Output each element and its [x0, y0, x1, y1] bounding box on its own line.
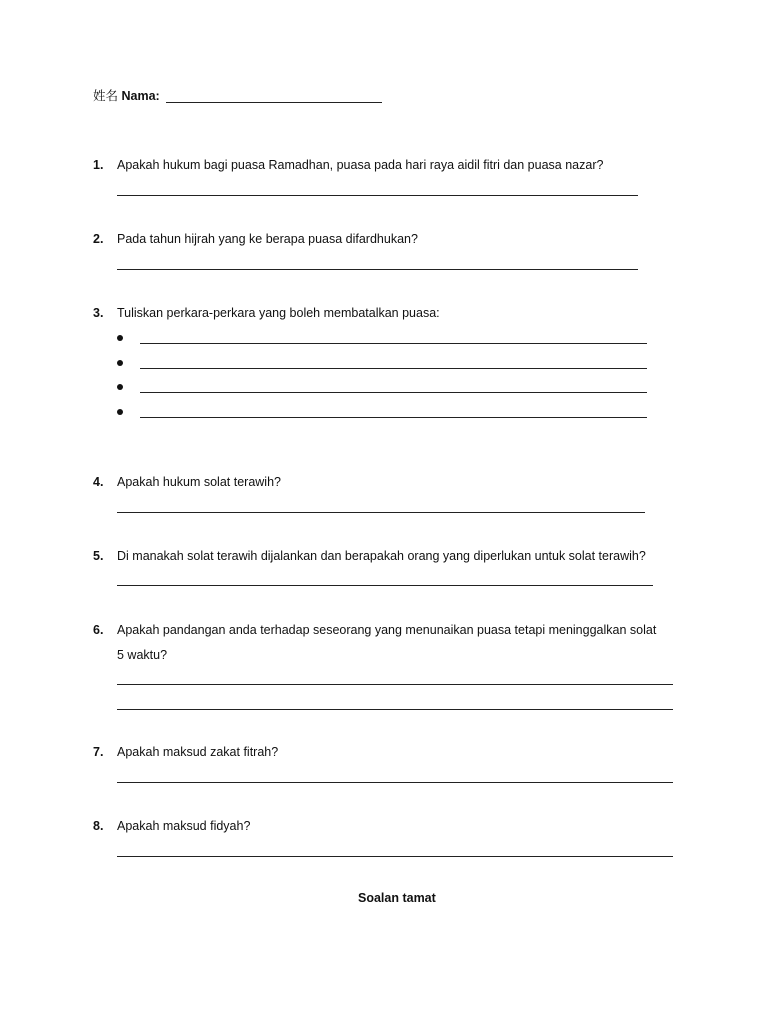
- q6-text-line-1: Apakah pandangan anda terhadap seseorang yang menunaikan puasa tetapi meninggalkan solat: [117, 623, 657, 637]
- q8-text: Apakah maksud fidyah?: [117, 819, 251, 833]
- q2-text: Pada tahun hijrah yang ke berapa puasa difardhukan?: [117, 232, 418, 246]
- q3-answer-line-3[interactable]: [140, 392, 647, 393]
- q3-answer-line-2[interactable]: [140, 368, 647, 369]
- q5-answer-line[interactable]: [117, 585, 653, 586]
- q8-number: 8.: [93, 819, 104, 833]
- q4-answer-line[interactable]: [117, 512, 645, 513]
- q3-bullet-2: [117, 360, 123, 366]
- q3-bullet-3: [117, 384, 123, 390]
- name-label: Nama:: [121, 89, 160, 103]
- q2-number: 2.: [93, 232, 104, 246]
- q3-bullet-1: [117, 335, 123, 341]
- q1-answer-line[interactable]: [117, 195, 638, 196]
- q6-answer-line-1[interactable]: [117, 684, 673, 685]
- name-answer-line[interactable]: [166, 102, 382, 103]
- q2-answer-line[interactable]: [117, 269, 638, 270]
- q4-number: 4.: [93, 475, 104, 489]
- q7-text: Apakah maksud zakat fitrah?: [117, 745, 279, 759]
- q8-answer-line[interactable]: [117, 856, 673, 857]
- q1-text: Apakah hukum bagi puasa Ramadhan, puasa pada hari raya aidil fitri dan puasa nazar?: [117, 158, 604, 172]
- q3-answer-line-4[interactable]: [140, 417, 647, 418]
- q3-number: 3.: [93, 306, 104, 320]
- q3-bullet-4: [117, 409, 123, 415]
- q6-text-line-2: 5 waktu?: [117, 648, 168, 662]
- name-header: [93, 88, 382, 104]
- q6-number: 6.: [93, 623, 104, 637]
- name-label-chinese: 姓名: [93, 89, 119, 103]
- end-of-questions-text: Soalan tamat: [358, 891, 436, 905]
- q4-text: Apakah hukum solat terawih?: [117, 475, 281, 489]
- q1-number: 1.: [93, 158, 104, 172]
- q3-answer-line-1[interactable]: [140, 343, 647, 344]
- q7-answer-line[interactable]: [117, 782, 673, 783]
- q5-number: 5.: [93, 549, 104, 563]
- q5-text: Di manakah solat terawih dijalankan dan berapakah orang yang diperlukan untuk solat terawih?: [117, 549, 646, 563]
- q7-number: 7.: [93, 745, 104, 759]
- q6-answer-line-2[interactable]: [117, 709, 673, 710]
- q3-text: Tuliskan perkara-perkara yang boleh membatalkan puasa:: [117, 306, 440, 320]
